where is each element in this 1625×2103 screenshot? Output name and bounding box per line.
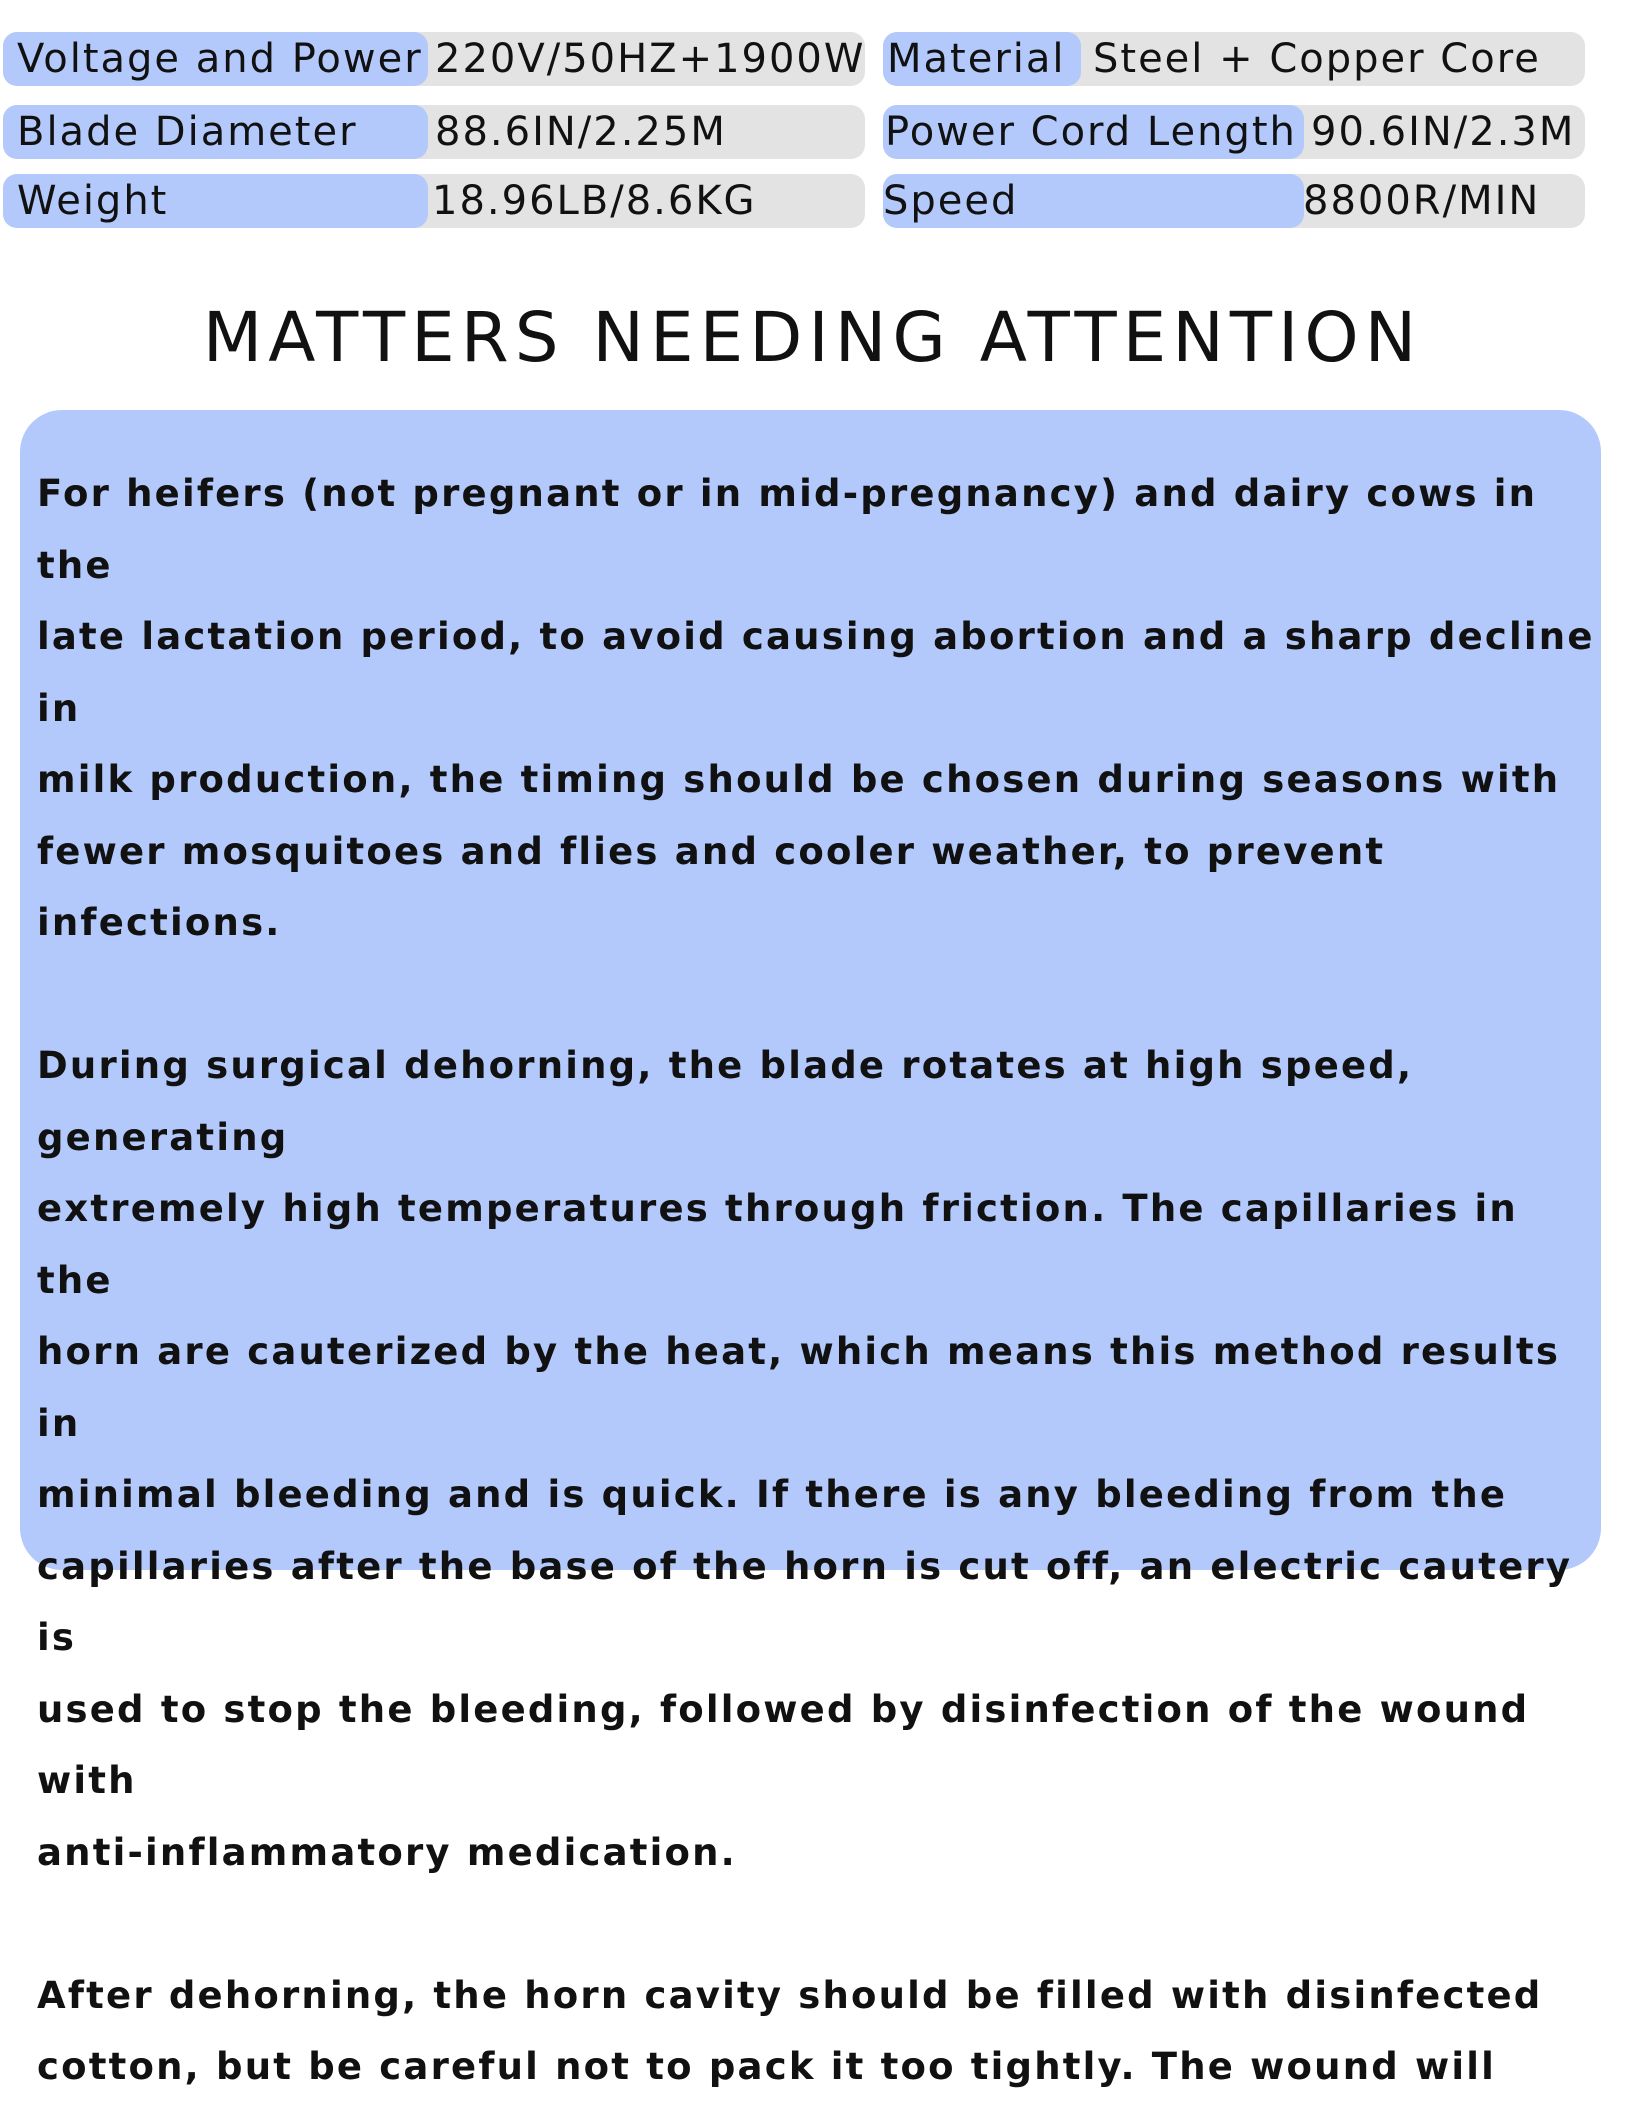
- spec-weight: [3, 174, 865, 228]
- spec-label: Material: [883, 32, 1081, 86]
- spec-value: 18.96LB/8.6KG: [432, 178, 757, 224]
- spec-label: Voltage and Power: [3, 32, 428, 86]
- notes-panel: [20, 410, 1601, 2088]
- spec-value: 88.6IN/2.25M: [435, 109, 727, 155]
- spec-blade-diameter: [3, 105, 865, 159]
- spec-value: 8800R/MIN: [1303, 178, 1541, 224]
- spec-label: Blade Diameter: [3, 105, 428, 159]
- spec-value: 220V/50HZ+1900W: [435, 36, 866, 82]
- spec-label: Power Cord Length: [883, 105, 1304, 159]
- note-paragraph: For heifers (not pregnant or in mid-pregnancy) and dairy cows in the late lactation period, to avoid causing abortion and a sharp decline in milk production, the timing should be chosen during seasons with fewer mosquitoes and flies and cooler weather, to prevent infections.: [37, 472, 1595, 944]
- spec-label: Weight: [3, 174, 428, 228]
- spec-speed: [883, 174, 1585, 228]
- spec-value: 90.6IN/2.3M: [1311, 109, 1576, 155]
- spec-label: Speed: [883, 174, 1304, 228]
- note-paragraph: During surgical dehorning, the blade rotates at high speed, generating extremely high temperatures through friction. The capillaries in the horn are cauterized by the heat, which means this method results in minimal bleeding and is quick. If there is any bleeding from the capillaries after the base of the horn is cut off, an electric cautery is used to stop the bleeding, followed by disinfection of the wound with anti-inflammatory medication.: [37, 1044, 1573, 1874]
- spec-material: [883, 32, 1585, 86]
- spec-value: Steel + Copper Core: [1093, 36, 1541, 82]
- section-title: MATTERS NEEDING ATTENTION: [202, 298, 1423, 378]
- note-paragraph: After dehorning, the horn cavity should be filled with disinfected cotton, but be careful not to pack it too tightly. The wound will: [37, 1973, 1543, 2088]
- spec-voltage-power: [3, 32, 865, 86]
- spec-power-cord-length: [883, 105, 1585, 159]
